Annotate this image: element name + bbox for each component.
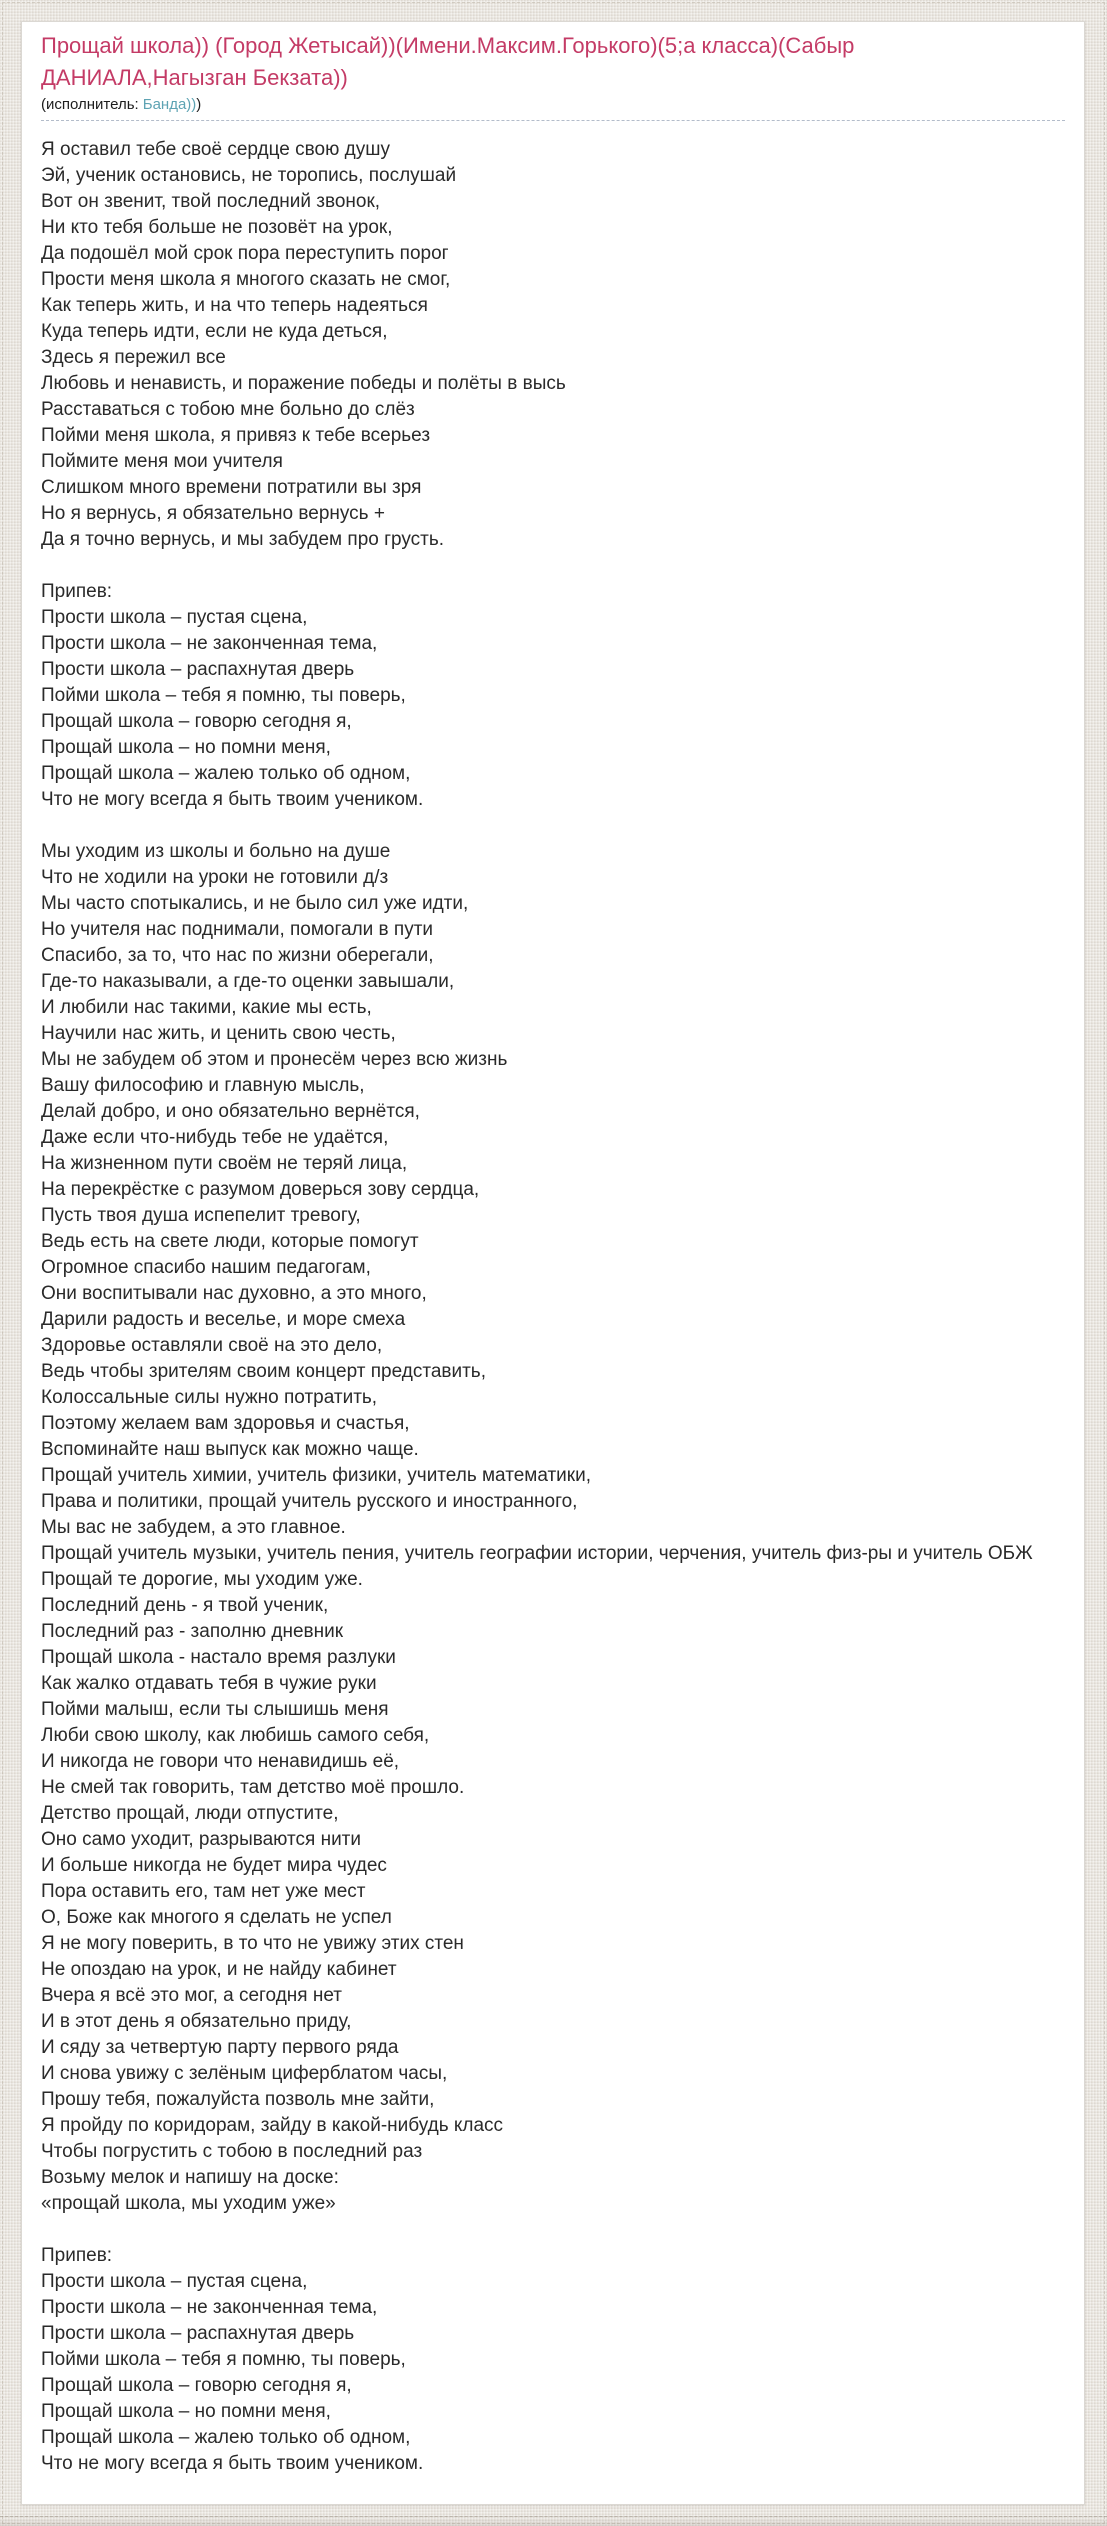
lyrics-line: Где-то наказывали, а где-то оценки завышали, bbox=[41, 971, 455, 992]
page-bottom-edge bbox=[0, 2516, 1107, 2526]
lyrics-line: Люби свою школу, как любишь самого себя, bbox=[41, 1725, 430, 1746]
lyrics-line: Не смей так говорить, там детство моё прошло. bbox=[41, 1777, 465, 1798]
lyrics-line: Детство прощай, люди отпустите, bbox=[41, 1803, 339, 1824]
song-title: Прощай школа)) (Город Жетысай))(Имени.Максим.Горького)(5;а класса)(Сабыр ДАНИАЛА,Нагызган Бекзата)) bbox=[41, 33, 855, 90]
lyrics-line: Вот он звенит, твой последний звонок, bbox=[41, 191, 381, 212]
lyrics-line: Пойми школа – тебя я помню, ты поверь, bbox=[41, 685, 406, 706]
lyrics-line: О, Боже как многого я сделать не успел bbox=[41, 1907, 392, 1928]
lyrics-line: Мы часто спотыкались, и не было сил уже идти, bbox=[41, 893, 469, 914]
lyrics-line: Что не могу всегда я быть твоим учеником. bbox=[41, 2453, 424, 2474]
lyrics-line: Прощай школа – жалею только об одном, bbox=[41, 2427, 411, 2448]
lyrics-line: Даже если что-нибудь тебе не удаётся, bbox=[41, 1127, 389, 1148]
lyrics-line: Пойми меня школа, я привяз к тебе всерьез bbox=[41, 425, 431, 446]
lyrics-line: Прощай учитель химии, учитель физики, учитель математики, bbox=[41, 1465, 591, 1486]
lyrics-line: Вспоминайте наш выпуск как можно чаще. bbox=[41, 1439, 419, 1460]
lyrics-line: Возьму мелок и напишу на доске: bbox=[41, 2167, 339, 2188]
lyrics-line bbox=[41, 553, 1065, 579]
lyrics-line: И в этот день я обязательно приду, bbox=[41, 2011, 352, 2032]
lyrics-line: Я оставил тебе своё сердце свою душу bbox=[41, 139, 390, 160]
lyrics-line: Прошу тебя, пожалуйста позволь мне зайти, bbox=[41, 2089, 435, 2110]
lyrics-line: Прощай школа - настало время разлуки bbox=[41, 1647, 396, 1668]
lyrics-line: Ни кто тебя больше не позовёт на урок, bbox=[41, 217, 393, 238]
lyrics-line: Да я точно вернусь, и мы забудем про грусть. bbox=[41, 529, 445, 550]
lyrics-line: И снова увижу с зелёным циферблатом часы, bbox=[41, 2063, 448, 2084]
lyrics-text bbox=[41, 137, 1065, 2477]
lyrics-line: Колоссальные силы нужно потратить, bbox=[41, 1387, 378, 1408]
lyrics-line: Я пройду по коридорам, зайду в какой-нибудь класс bbox=[41, 2115, 504, 2136]
lyrics-line: Вашу философию и главную мысль, bbox=[41, 1075, 365, 1096]
lyrics-line: И больше никогда не будет мира чудес bbox=[41, 1855, 387, 1876]
lyrics-line: Поймите меня мои учителя bbox=[41, 451, 283, 472]
lyrics-line: Да подошёл мой срок пора переступить порог bbox=[41, 243, 449, 264]
lyrics-line: Дарили радость и веселье, и море смеха bbox=[41, 1309, 406, 1330]
lyrics-card bbox=[21, 21, 1085, 2505]
lyrics-line bbox=[41, 813, 1065, 839]
lyrics-line: И никогда не говори что ненавидишь её, bbox=[41, 1751, 400, 1772]
lyrics-line: Спасибо, за то, что нас по жизни оберегали, bbox=[41, 945, 434, 966]
lyrics-line: Прощай учитель музыки, учитель пения, учитель географии истории, черчения, учитель физ-ры и учитель ОБЖ bbox=[41, 1543, 1033, 1564]
lyrics-line: Как жалко отдавать тебя в чужие руки bbox=[41, 1673, 377, 1694]
lyrics-line: Последний раз - заполню дневник bbox=[41, 1621, 344, 1642]
lyrics-line: Я не могу поверить, в то что не увижу этих стен bbox=[41, 1933, 464, 1954]
lyrics-line: Мы не забудем об этом и пронесём через всю жизнь bbox=[41, 1049, 508, 1070]
dashed-divider bbox=[41, 120, 1065, 121]
lyrics-line: Ведь есть на свете люди, которые помогут bbox=[41, 1231, 419, 1252]
lyrics-line: Ведь чтобы зрителям своим концерт представить, bbox=[41, 1361, 486, 1382]
lyrics-line: Припев: bbox=[41, 581, 113, 602]
lyrics-line: Прости школа – пустая сцена, bbox=[41, 2271, 308, 2292]
lyrics-line: Огромное спасибо нашим педагогам, bbox=[41, 1257, 371, 1278]
lyrics-line: Прощай школа – жалею только об одном, bbox=[41, 763, 411, 784]
lyrics-line: Последний день - я твой ученик, bbox=[41, 1595, 329, 1616]
lyrics-line: Пойми школа – тебя я помню, ты поверь, bbox=[41, 2349, 406, 2370]
lyrics-line: Здесь я пережил все bbox=[41, 347, 226, 368]
lyrics-line: Расставаться с тобою мне больно до слёз bbox=[41, 399, 415, 420]
artist-link[interactable]: Банда)) bbox=[142, 96, 197, 113]
artist-line bbox=[41, 96, 1065, 114]
artist-suffix: ) bbox=[196, 96, 202, 113]
lyrics-line: На жизненном пути своём не теряй лица, bbox=[41, 1153, 408, 1174]
lyrics-line: Вчера я всё это мог, а сегодня нет bbox=[41, 1985, 342, 2006]
lyrics-line: Слишком много времени потратили вы зря bbox=[41, 477, 422, 498]
lyrics-line: Прости школа – распахнутая дверь bbox=[41, 659, 355, 680]
lyrics-line: Мы вас не забудем, а это главное. bbox=[41, 1517, 346, 1538]
lyrics-line: Мы уходим из школы и больно на душе bbox=[41, 841, 391, 862]
lyrics-line: Чтобы погрустить с тобою в последний раз bbox=[41, 2141, 423, 2162]
lyrics-line: Припев: bbox=[41, 2245, 113, 2266]
lyrics-line: Но я вернусь, я обязательно вернусь + bbox=[41, 503, 385, 524]
lyrics-line: Делай добро, и оно обязательно вернётся, bbox=[41, 1101, 420, 1122]
lyrics-line: Прощай школа – но помни меня, bbox=[41, 2401, 331, 2422]
lyrics-line: Эй, ученик остановись, не торопись, послушай bbox=[41, 165, 457, 186]
lyrics-line: Пора оставить его, там нет уже мест bbox=[41, 1881, 366, 1902]
lyrics-line: «прощай школа, мы уходим уже» bbox=[41, 2193, 336, 2214]
lyrics-line: Научили нас жить, и ценить свою честь, bbox=[41, 1023, 396, 1044]
lyrics-line: И сяду за четвертую парту первого ряда bbox=[41, 2037, 399, 2058]
lyrics-line: Прости школа – не законченная тема, bbox=[41, 633, 378, 654]
lyrics-line: Что не ходили на уроки не готовили д/з bbox=[41, 867, 389, 888]
lyrics-line: Прощай школа – говорю сегодня я, bbox=[41, 711, 352, 732]
lyrics-line: Они воспитывали нас духовно, а это много, bbox=[41, 1283, 427, 1304]
lyrics-line: Пусть твоя душа испепелит тревогу, bbox=[41, 1205, 361, 1226]
lyrics-line: Прощай школа – но помни меня, bbox=[41, 737, 331, 758]
lyrics-line: Прости школа – пустая сцена, bbox=[41, 607, 308, 628]
lyrics-line: Что не могу всегда я быть твоим учеником. bbox=[41, 789, 424, 810]
lyrics-line: Прости школа – не законченная тема, bbox=[41, 2297, 378, 2318]
lyrics-line: Прощай те дорогие, мы уходим уже. bbox=[41, 1569, 363, 1590]
lyrics-line: Права и политики, прощай учитель русского и иностранного, bbox=[41, 1491, 578, 1512]
lyrics-line: Не опоздаю на урок, и не найду кабинет bbox=[41, 1959, 397, 1980]
lyrics-line: Куда теперь идти, если не куда деться, bbox=[41, 321, 388, 342]
lyrics-line: Пойми малыш, если ты слышишь меня bbox=[41, 1699, 389, 1720]
lyrics-line bbox=[41, 2217, 1065, 2243]
lyrics-line: На перекрёстке с разумом доверься зову сердца, bbox=[41, 1179, 480, 1200]
lyrics-line: Любовь и ненависть, и поражение победы и полёты в высь bbox=[41, 373, 566, 394]
artist-label: (исполнитель: bbox=[41, 96, 139, 113]
lyrics-line: Поэтому желаем вам здоровья и счастья, bbox=[41, 1413, 410, 1434]
lyrics-line: Здоровье оставляли своё на это дело, bbox=[41, 1335, 383, 1356]
lyrics-line: Оно само уходит, разрываются нити bbox=[41, 1829, 361, 1850]
lyrics-line: Но учителя нас поднимали, помогали в пути bbox=[41, 919, 434, 940]
lyrics-line: Как теперь жить, и на что теперь надеяться bbox=[41, 295, 428, 316]
lyrics-line: Прости школа – распахнутая дверь bbox=[41, 2323, 355, 2344]
lyrics-line: Прощай школа – говорю сегодня я, bbox=[41, 2375, 352, 2396]
lyrics-line: И любили нас такими, какие мы есть, bbox=[41, 997, 372, 1018]
lyrics-line: Прости меня школа я многого сказать не смог, bbox=[41, 269, 451, 290]
